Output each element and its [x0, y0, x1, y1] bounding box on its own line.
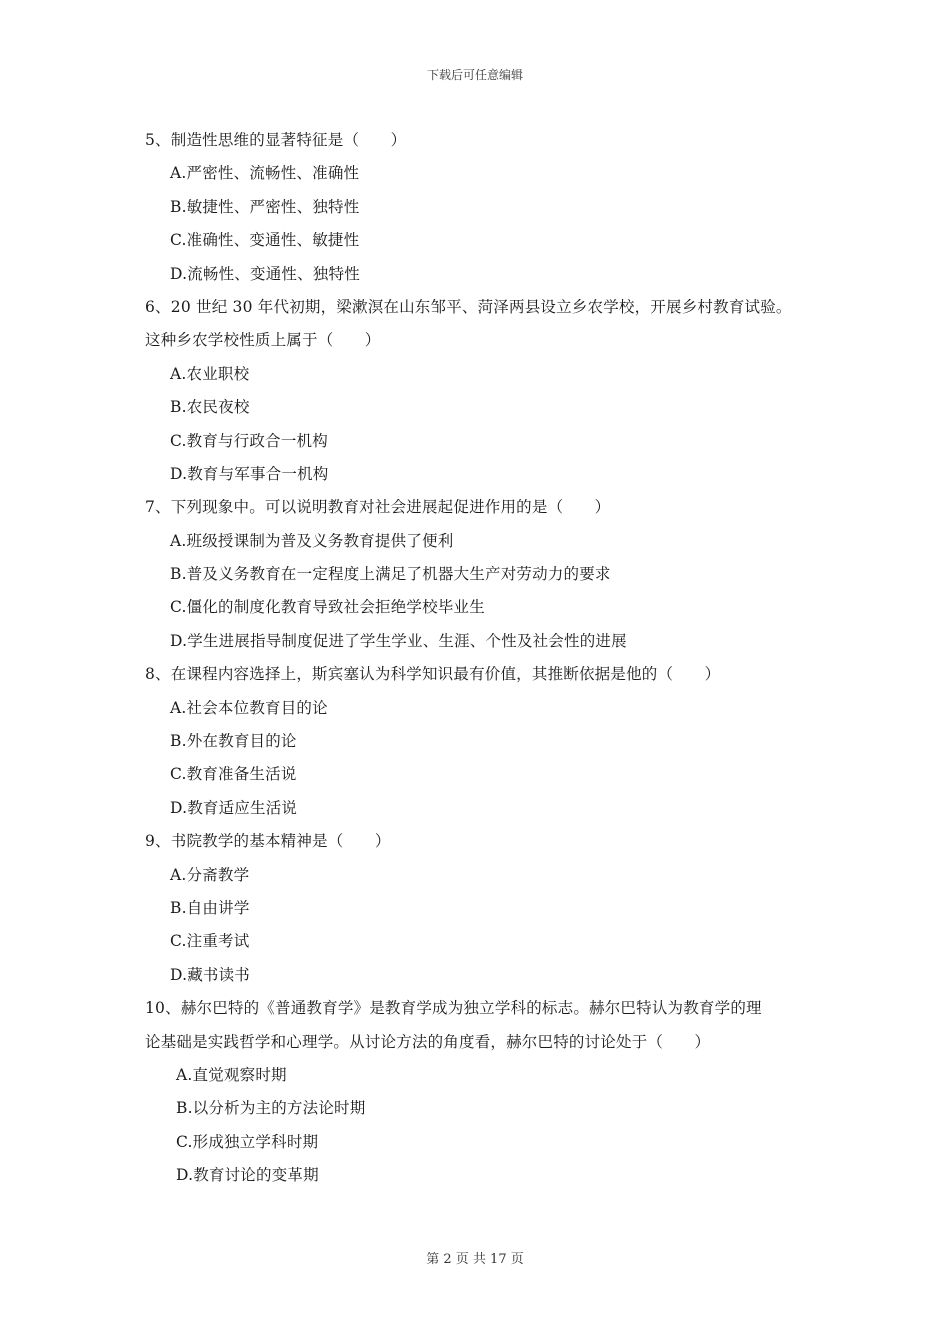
option-a: A.直觉观察时期: [176, 1065, 287, 1084]
option-d: D.教育与军事合一机构: [170, 464, 329, 483]
option-d: D.藏书读书: [170, 965, 251, 984]
option-d: D.教育适应生活说: [170, 798, 298, 817]
option-a: A.班级授课制为普及义务教育提供了便利: [170, 531, 454, 550]
option-c: C.教育与行政合一机构: [170, 431, 328, 450]
option-c: C.教育准备生活说: [170, 765, 297, 784]
question-stem: 6、20 世纪 30 年代初期，梁漱溟在山东邹平、菏泽两县设立乡农学校，开展乡村教育试验。: [145, 297, 792, 316]
question-list: [145, 124, 825, 1193]
question-8: [145, 658, 825, 825]
question-stem: 10、赫尔巴特的《普通教育学》是教育学成为独立学科的标志。赫尔巴特认为教育学的理: [145, 999, 762, 1018]
option-b: B.农民夜校: [170, 398, 250, 417]
question-10: [145, 992, 825, 1192]
question-7: [145, 491, 825, 658]
option-a: A.分斋教学: [170, 865, 250, 884]
option-b: B.以分析为主的方法论时期: [176, 1099, 366, 1118]
question-stem-continued: 这种乡农学校性质上属于（ ）: [145, 331, 381, 350]
option-d: D.流畅性、变通性、独特性: [170, 264, 360, 283]
option-b: B.敏捷性、严密性、独特性: [170, 197, 360, 216]
option-d: D.学生进展指导制度促进了学生学业、生涯、个性及社会性的进展: [170, 631, 627, 650]
option-a: A.农业职校: [170, 364, 250, 383]
question-9: [145, 825, 825, 992]
page-footer: 第 2 页 共 17 页: [426, 1252, 524, 1267]
question-stem: 8、在课程内容选择上，斯宾塞认为科学知识最有价值，其推断依据是他的（ ）: [145, 665, 721, 684]
question-stem: 7、下列现象中。可以说明教育对社会进展起促进作用的是（ ）: [145, 498, 611, 517]
question-stem-continued: 论基础是实践哲学和心理学。从讨论方法的角度看，赫尔巴特的讨论处于（ ）: [145, 1032, 711, 1051]
option-c: C.形成独立学科时期: [176, 1132, 319, 1151]
question-stem: 5、制造性思维的显著特征是（ ）: [145, 131, 407, 149]
question-stem: 9、书院教学的基本精神是（ ）: [145, 832, 391, 851]
option-a: A.社会本位教育目的论: [170, 698, 328, 717]
question-6: [145, 291, 825, 491]
option-a: A.严密性、流畅性、准确性: [170, 164, 360, 183]
option-b: B.自由讲学: [170, 898, 250, 917]
option-c: C.注重考试: [170, 932, 250, 951]
option-b: B.普及义务教育在一定程度上满足了机器大生产对劳动力的要求: [170, 565, 611, 584]
option-c: C.准确性、变通性、敏捷性: [170, 231, 360, 250]
option-c: C.僵化的制度化教育导致社会拒绝学校毕业生: [170, 598, 485, 617]
option-d: D.教育讨论的变革期: [176, 1166, 319, 1185]
page-header: 下载后可任意编辑: [426, 68, 523, 82]
option-b: B.外在教育目的论: [170, 732, 297, 751]
question-5: [145, 124, 825, 291]
